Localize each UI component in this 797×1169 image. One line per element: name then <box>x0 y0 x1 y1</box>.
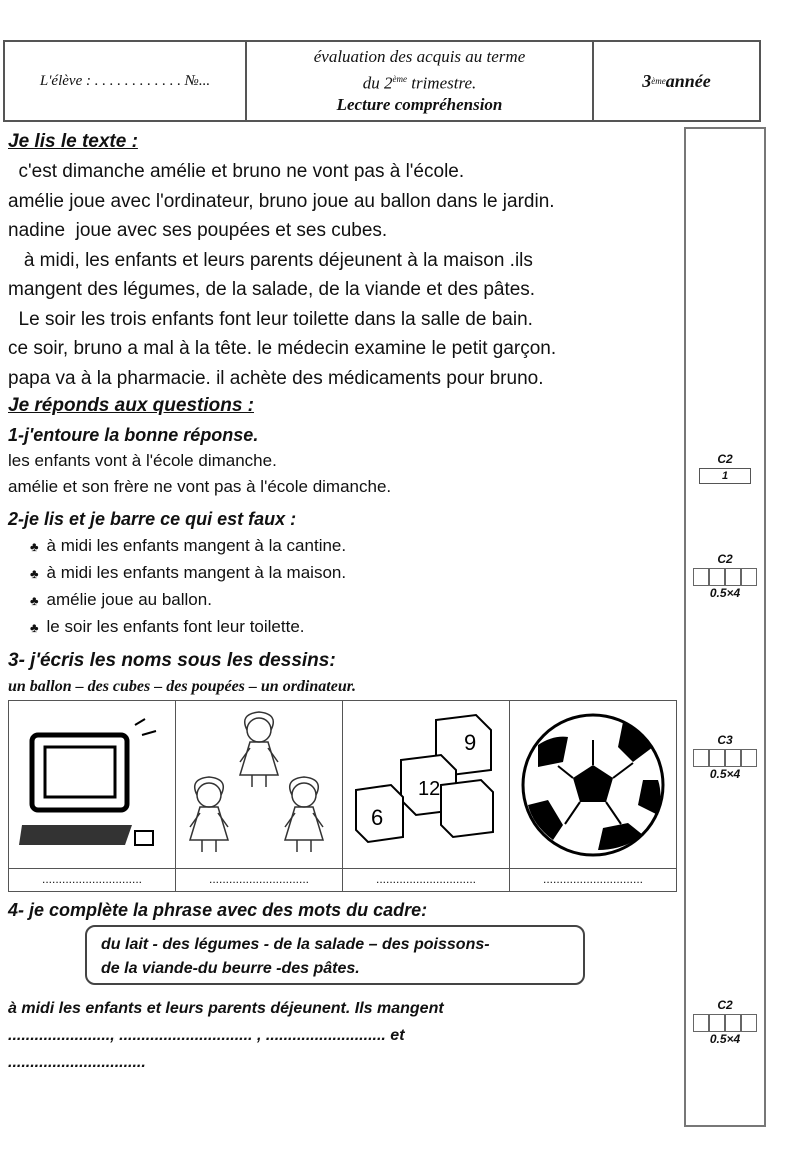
word-box-line: du lait - des légumes - de la salade – des poissons- <box>101 936 490 953</box>
mark-box <box>690 452 760 484</box>
reading-line: mangent des légumes, de la salade, de la viande et des pâtes. <box>8 279 536 300</box>
q1-option[interactable]: les enfants vont à l'école dimanche. <box>8 451 277 470</box>
t: du 2 <box>362 73 393 93</box>
picture-table <box>8 700 677 892</box>
reading-line: ce soir, bruno a mal à la tête. le médecin examine le petit garçon. <box>8 338 557 359</box>
picture-cell <box>510 701 676 891</box>
mark-box <box>690 733 760 781</box>
reading-line: nadine joue avec ses poupées et ses cubes. <box>8 220 388 241</box>
picture-cell <box>9 701 176 891</box>
cubes-icon <box>343 701 509 868</box>
criterion-code: C2 <box>717 552 733 566</box>
t: année <box>665 70 711 91</box>
q4-blanks[interactable]: ............................... <box>8 1054 146 1071</box>
picture-cell <box>343 701 510 891</box>
header-table <box>3 40 761 122</box>
answer-blank[interactable]: .............................. <box>510 868 676 891</box>
q1-option[interactable]: amélie et son frère ne vont pas à l'école dimanche. <box>8 477 392 496</box>
t: trimestre. <box>406 73 477 93</box>
score-cells[interactable] <box>693 568 757 586</box>
title-line <box>363 68 477 95</box>
score-scale: 0.5×4 <box>709 767 741 781</box>
sup: ème <box>651 76 666 86</box>
reading-line: c'est dimanche amélie et bruno ne vont pas à l'école. <box>8 161 465 182</box>
reading-line: à midi, les enfants et leurs parents déjeunent à la maison .ils <box>8 249 533 271</box>
score-scale: 0.5×4 <box>709 1032 741 1046</box>
reading-line: amélie joue avec l'ordinateur, bruno joue au ballon dans le jardin. <box>8 190 555 212</box>
sup: ème <box>392 73 407 84</box>
club-bullet-icon: ♣ <box>30 539 39 554</box>
criterion-code: C2 <box>717 452 733 466</box>
dolls-icon <box>176 701 342 868</box>
score-cells[interactable] <box>693 749 757 767</box>
reading-heading: Je lis le texte : <box>8 131 138 152</box>
answer-blank[interactable]: .............................. <box>343 868 509 891</box>
q4-sentence: à midi les enfants et leurs parents déjeunent. Ils mangent <box>8 1000 444 1017</box>
mark-box <box>690 552 760 600</box>
svg-text:6: 6 <box>371 804 384 830</box>
club-bullet-icon: ♣ <box>30 566 39 581</box>
q2-item-text: le soir les enfants font leur toilette. <box>46 617 305 636</box>
club-bullet-icon: ♣ <box>30 620 39 635</box>
q2-item[interactable] <box>30 617 305 637</box>
score-cells[interactable] <box>693 1014 757 1032</box>
answer-blank[interactable]: .............................. <box>176 868 342 891</box>
title-line: évaluation des acquis au terme <box>313 46 526 66</box>
q2-title: 2-je lis et je barre ce qui est faux : <box>8 509 297 529</box>
q2-item-text: à midi les enfants mangent à la maison. <box>46 563 347 582</box>
header-title <box>247 42 594 120</box>
score-box: 1 <box>699 468 751 484</box>
reading-line: papa va à la pharmacie. il achète des médicaments pour bruno. <box>8 367 544 389</box>
q2-item-text: amélie joue au ballon. <box>46 590 212 609</box>
word-box <box>85 925 585 985</box>
svg-text:9: 9 <box>464 729 477 755</box>
grade <box>594 42 759 120</box>
q2-item-text: à midi les enfants mangent à la cantine. <box>46 536 347 555</box>
q3-title: 3- j'écris les noms sous les dessins: <box>8 650 336 671</box>
q2-item[interactable] <box>30 536 346 556</box>
q2-item[interactable] <box>30 590 212 610</box>
q2-item[interactable] <box>30 563 346 583</box>
t: 3 <box>642 70 652 91</box>
mark-box <box>690 998 760 1046</box>
subject: Lecture compréhension <box>336 95 503 115</box>
q4-blanks[interactable]: ......................., .............................. , ........................... et <box>8 1027 405 1044</box>
student-name-field: L'élève : . . . . . . . . . . . . №... <box>5 42 247 120</box>
q4-title: 4- je complète la phrase avec des mots du cadre: <box>8 900 428 920</box>
reading-line: Le soir les trois enfants font leur toilette dans la salle de bain. <box>8 308 533 330</box>
ball-icon <box>510 701 676 868</box>
computer-icon <box>9 701 175 868</box>
questions-heading: Je réponds aux questions : <box>8 395 254 416</box>
club-bullet-icon: ♣ <box>30 593 39 608</box>
q1-title: 1-j'entoure la bonne réponse. <box>8 425 259 445</box>
score-scale: 0.5×4 <box>709 586 741 600</box>
svg-text:12: 12 <box>418 777 441 800</box>
picture-cell <box>176 701 343 891</box>
criterion-code: C3 <box>717 733 733 747</box>
answer-blank[interactable]: .............................. <box>9 868 175 891</box>
criterion-code: C2 <box>717 998 733 1012</box>
marking-column <box>684 127 766 1127</box>
q3-words: un ballon – des cubes – des poupées – un ordinateur. <box>8 678 357 695</box>
word-box-line: de la viande-du beurre -des pâtes. <box>101 960 360 977</box>
